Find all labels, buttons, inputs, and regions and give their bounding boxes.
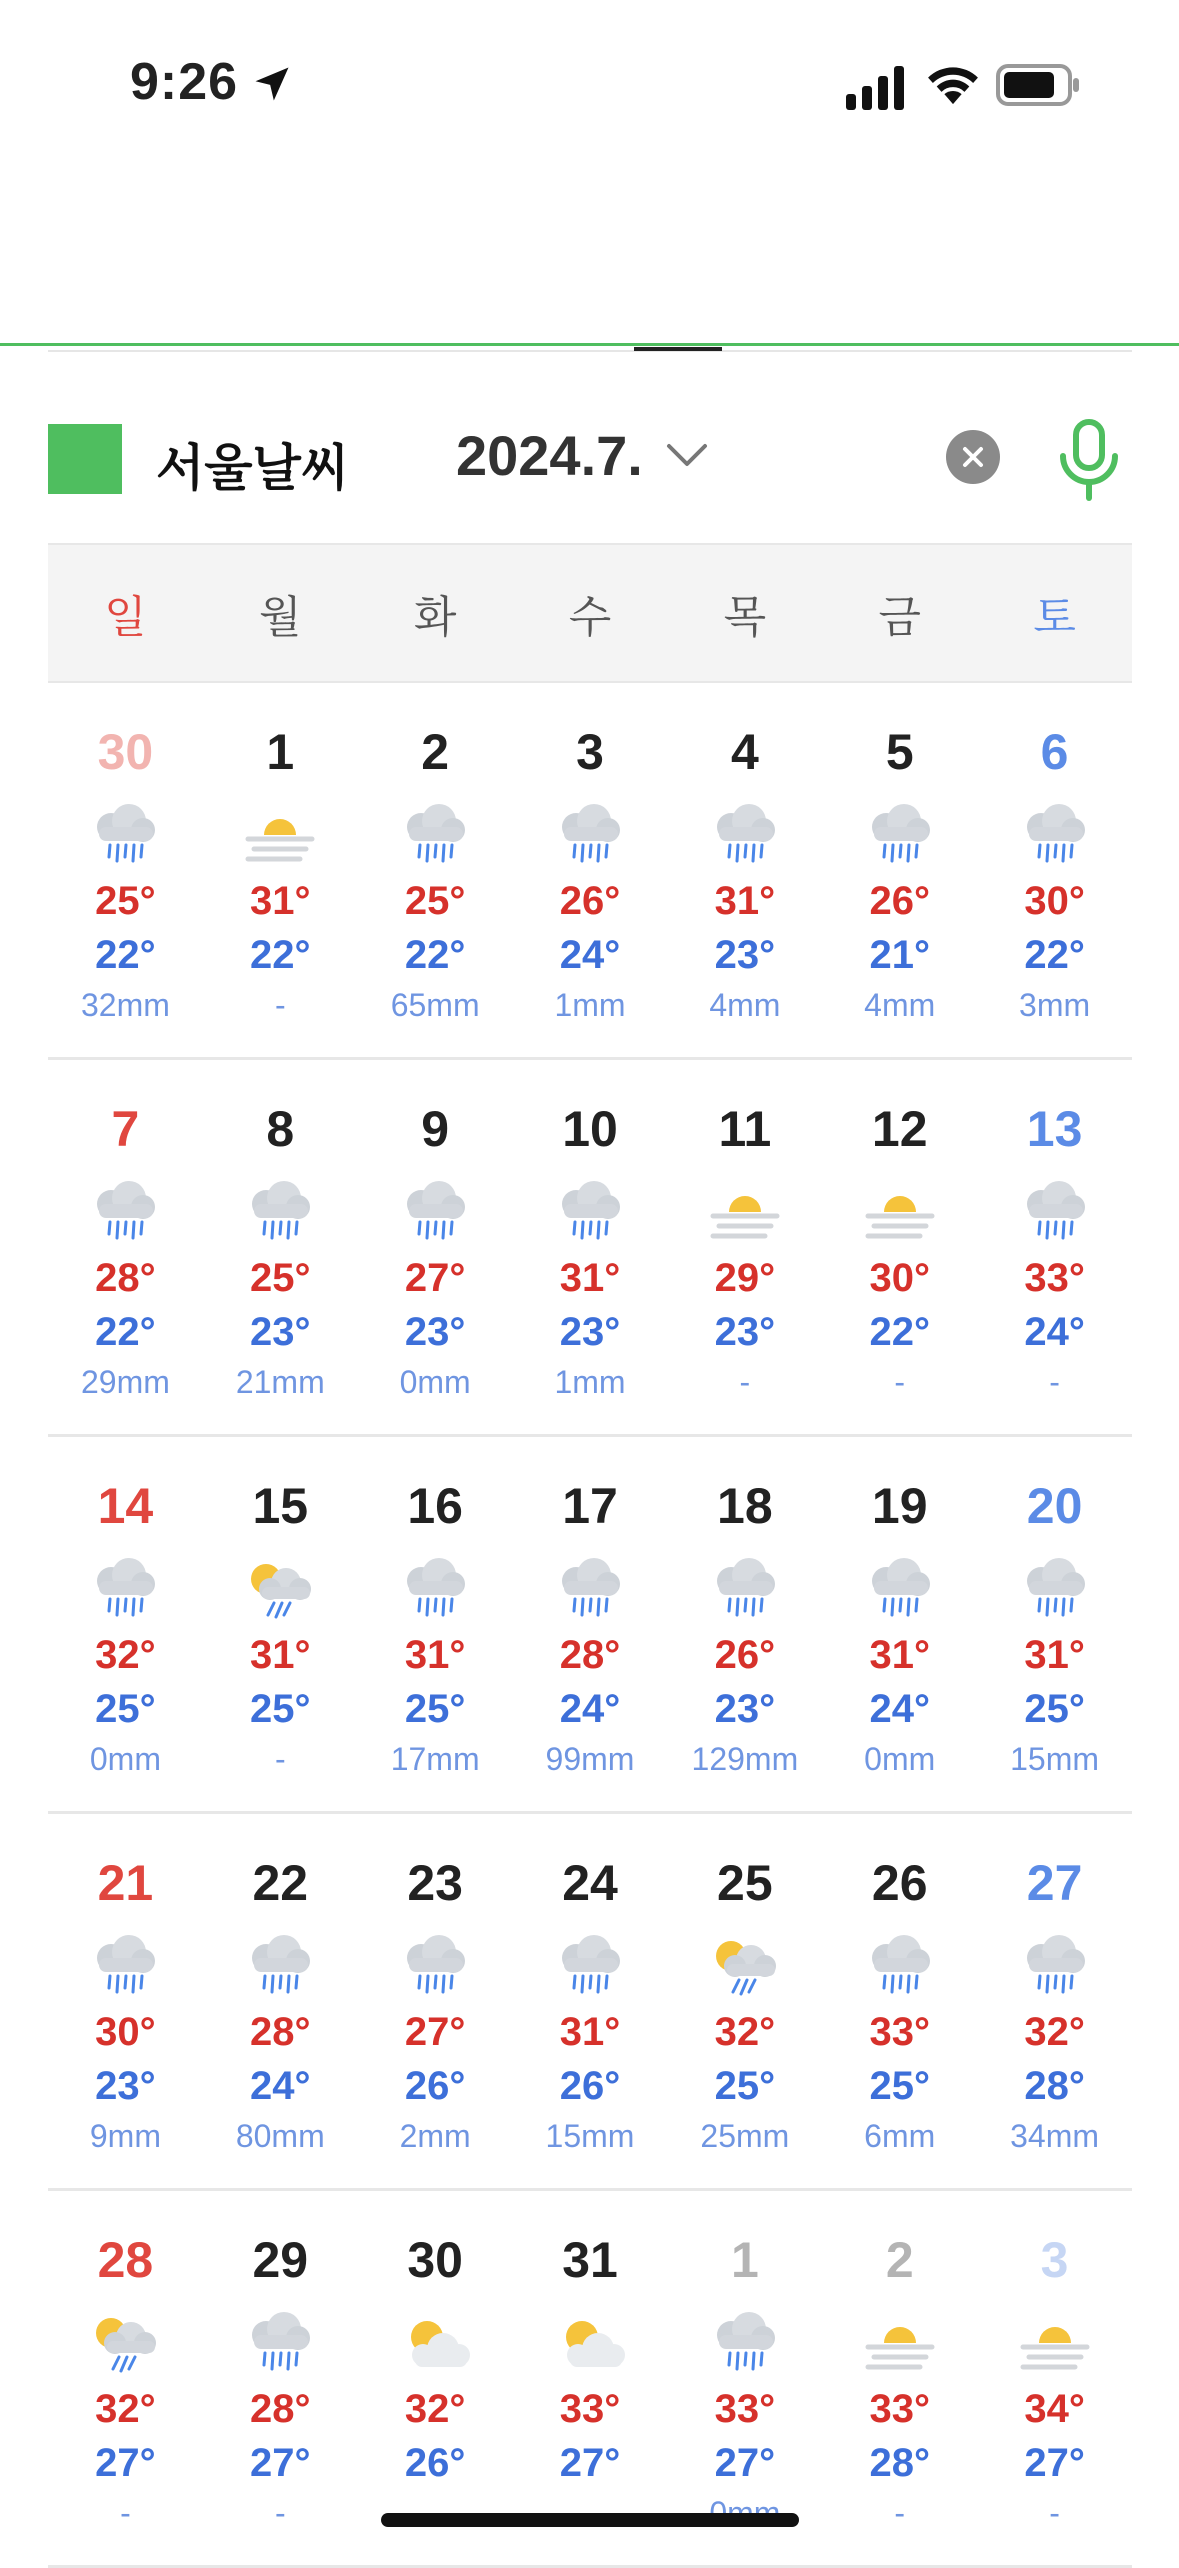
calendar-day-cell[interactable]	[358, 1060, 513, 1434]
day-number: 15	[252, 1478, 309, 1534]
low-temperature: 22°	[250, 933, 311, 977]
high-temperature: 28°	[95, 1256, 156, 1300]
calendar-day-cell[interactable]	[513, 683, 668, 1057]
precipitation: -	[1049, 1364, 1060, 1400]
low-temperature: 26°	[559, 2064, 621, 2108]
low-temperature: 24°	[869, 1687, 930, 1731]
rain-icon	[705, 1555, 785, 1627]
high-temperature: 33°	[869, 2010, 930, 2054]
calendar-day-cell[interactable]	[513, 1437, 668, 1811]
precipitation: 15mm	[545, 2118, 635, 2154]
day-number: 17	[562, 1478, 618, 1534]
precipitation: 21mm	[235, 1364, 325, 1400]
rain-icon	[550, 1178, 630, 1250]
weekday-friday: 금	[878, 593, 921, 642]
month-selector[interactable]	[456, 420, 709, 490]
low-temperature: 26°	[404, 2064, 466, 2108]
precipitation: 6mm	[864, 2118, 936, 2154]
close-icon	[946, 430, 1000, 484]
low-temperature: 23°	[714, 1687, 776, 1731]
precipitation: 1mm	[554, 987, 626, 1023]
high-temperature: 26°	[869, 879, 930, 923]
low-temperature: 22°	[95, 1310, 156, 1354]
calendar-day-cell[interactable]	[358, 1437, 513, 1811]
day-number: 24	[562, 1855, 618, 1911]
high-temperature: 32°	[95, 2387, 156, 2431]
low-temperature: 27°	[250, 2441, 311, 2485]
fog-sun-icon	[1015, 2309, 1095, 2381]
day-number: 16	[407, 1478, 463, 1534]
fog-sun-icon	[860, 1178, 940, 1250]
day-number: 14	[97, 1478, 154, 1534]
weekday-thursday: 목	[723, 593, 767, 642]
precipitation: -	[274, 2495, 286, 2531]
calendar-day-cell[interactable]	[358, 1814, 513, 2188]
rain-icon	[85, 1555, 165, 1627]
low-temperature: 25°	[250, 1687, 311, 1731]
low-temperature: 27°	[1024, 2441, 1085, 2485]
precipitation: -	[739, 1364, 751, 1400]
tab-divider	[48, 350, 1132, 352]
day-number: 10	[562, 1101, 618, 1157]
day-number: 9	[421, 1101, 450, 1157]
rain-icon	[860, 1555, 940, 1627]
low-temperature: 23°	[714, 933, 776, 977]
status-time: 9:26	[130, 53, 239, 111]
low-temperature: 22°	[869, 1310, 930, 1354]
high-temperature: 33°	[869, 2387, 930, 2431]
precipitation: 0mm	[89, 1741, 161, 1777]
rain-icon	[1015, 1932, 1095, 2004]
low-temperature: 23°	[250, 1310, 311, 1354]
wifi-icon	[924, 60, 982, 106]
day-number: 23	[407, 1855, 463, 1911]
weekday-tuesday: 화	[413, 593, 457, 642]
status-bar	[0, 0, 1179, 170]
precipitation: -	[274, 1741, 286, 1777]
precipitation: -	[120, 2495, 131, 2531]
precipitation: 9mm	[89, 2118, 161, 2154]
day-number: 8	[266, 1101, 295, 1157]
calendar-week-row	[48, 1060, 1132, 1437]
high-temperature: 33°	[559, 2387, 621, 2431]
day-number: 30	[97, 724, 154, 780]
low-temperature: 26°	[404, 2441, 466, 2485]
high-temperature: 31°	[250, 1633, 311, 1677]
calendar-week-row	[48, 683, 1132, 1060]
rain-icon	[395, 1178, 475, 1250]
weekday-header	[48, 543, 1132, 683]
calendar-week-row	[48, 1814, 1132, 2191]
precipitation: -	[894, 2495, 906, 2531]
rain-icon	[705, 801, 785, 873]
calendar-day-cell[interactable]	[667, 1060, 822, 1434]
high-temperature: 25°	[250, 1256, 311, 1300]
high-temperature: 28°	[559, 1633, 621, 1677]
low-temperature: 27°	[714, 2441, 776, 2485]
microphone-icon[interactable]	[1054, 418, 1124, 502]
high-temperature: 25°	[95, 879, 156, 923]
low-temperature: 24°	[1024, 1310, 1085, 1354]
chevron-down-icon	[665, 440, 709, 470]
day-number: 26	[871, 1855, 928, 1911]
high-temperature: 31°	[559, 2010, 621, 2054]
fog-sun-icon	[705, 1178, 785, 1250]
calendar-day-cell[interactable]	[977, 1437, 1132, 1811]
rain-icon	[395, 1932, 475, 2004]
rain-icon	[860, 1932, 940, 2004]
calendar-day-cell[interactable]	[48, 2191, 203, 2565]
calendar-week-row	[48, 2191, 1132, 2568]
calendar-week-row	[48, 1437, 1132, 1814]
location-arrow-icon	[250, 62, 294, 106]
calendar-day-cell[interactable]	[822, 683, 977, 1057]
low-temperature: 23°	[404, 1310, 466, 1354]
low-temperature: 28°	[869, 2441, 930, 2485]
naver-logo-icon[interactable]	[48, 424, 122, 494]
rain-icon	[240, 1178, 320, 1250]
day-number: 13	[1026, 1101, 1083, 1157]
high-temperature: 32°	[1024, 2010, 1085, 2054]
precipitation: 29mm	[80, 1364, 170, 1400]
day-number: 4	[730, 724, 759, 780]
sun-shower-icon	[85, 2309, 165, 2381]
low-temperature: 25°	[869, 2064, 930, 2108]
calendar-day-cell[interactable]	[513, 1060, 668, 1434]
rain-icon	[1015, 1555, 1095, 1627]
precipitation: 34mm	[1010, 2118, 1100, 2154]
high-temperature: 26°	[714, 1633, 776, 1677]
precipitation: 1mm	[554, 1364, 626, 1400]
day-number: 6	[1040, 724, 1069, 780]
precipitation: 0mm	[399, 1364, 471, 1400]
low-temperature: 24°	[559, 1687, 621, 1731]
day-number: 3	[1040, 2232, 1069, 2288]
day-number: 19	[871, 1478, 928, 1534]
rain-icon	[85, 1178, 165, 1250]
calendar-day-cell[interactable]	[203, 1060, 358, 1434]
low-temperature: 23°	[559, 1310, 621, 1354]
high-temperature: 30°	[869, 1256, 930, 1300]
day-number: 28	[97, 2232, 154, 2288]
high-temperature: 31°	[714, 879, 776, 923]
rain-icon	[1015, 801, 1095, 873]
calendar-day-cell[interactable]	[513, 1814, 668, 2188]
low-temperature: 25°	[404, 1687, 466, 1731]
precipitation: 99mm	[545, 1741, 635, 1777]
high-temperature: 29°	[714, 1256, 776, 1300]
low-temperature: 27°	[95, 2441, 156, 2485]
high-temperature: 33°	[714, 2387, 776, 2431]
day-number: 25	[717, 1855, 773, 1911]
high-temperature: 31°	[250, 879, 311, 923]
rain-icon	[550, 801, 630, 873]
low-temperature: 23°	[714, 1310, 776, 1354]
sun-shower-icon	[705, 1932, 785, 2004]
low-temperature: 28°	[1024, 2064, 1085, 2108]
day-number: 1	[266, 724, 295, 780]
calendar-day-cell[interactable]	[667, 683, 822, 1057]
low-temperature: 24°	[559, 933, 621, 977]
day-number: 3	[576, 724, 604, 780]
low-temperature: 22°	[404, 933, 466, 977]
day-number: 2	[421, 724, 450, 780]
low-temperature: 22°	[95, 933, 156, 977]
high-temperature: 28°	[250, 2010, 311, 2054]
search-input[interactable]: 서울날씨	[156, 440, 350, 496]
partly-cloudy-icon	[550, 2309, 630, 2381]
high-temperature: 25°	[404, 879, 466, 923]
day-number: 20	[1026, 1478, 1083, 1534]
day-number: 31	[562, 2232, 618, 2288]
high-temperature: 27°	[404, 2010, 466, 2054]
high-temperature: 33°	[1024, 1256, 1085, 1300]
calendar-day-cell[interactable]	[667, 1437, 822, 1811]
active-tab-indicator	[634, 347, 722, 351]
calendar-day-cell[interactable]	[977, 2191, 1132, 2565]
high-temperature: 32°	[404, 2387, 466, 2431]
high-temperature: 30°	[1024, 879, 1085, 923]
precipitation: -	[274, 987, 286, 1023]
calendar-day-cell[interactable]	[667, 1814, 822, 2188]
day-number: 11	[718, 1101, 772, 1157]
precipitation: -	[1049, 2495, 1060, 2531]
calendar-day-cell[interactable]	[822, 1814, 977, 2188]
precipitation: 2mm	[399, 2118, 471, 2154]
weekday-monday: 월	[259, 593, 302, 642]
rain-icon	[1015, 1178, 1095, 1250]
precipitation: 0mm	[864, 1741, 936, 1777]
day-number: 5	[885, 724, 914, 780]
weekday-saturday: 토	[1033, 593, 1076, 642]
day-number: 18	[717, 1478, 773, 1534]
calendar-day-cell[interactable]	[48, 683, 203, 1057]
battery-icon	[996, 64, 1080, 106]
precipitation: 32mm	[80, 987, 170, 1023]
high-temperature: 31°	[559, 1256, 621, 1300]
rain-icon	[550, 1932, 630, 2004]
rain-icon	[240, 2309, 320, 2381]
fog-sun-icon	[860, 2309, 940, 2381]
calendar-day-cell[interactable]	[513, 2191, 668, 2565]
high-temperature: 26°	[559, 879, 621, 923]
calendar-day-cell[interactable]	[203, 1437, 358, 1811]
weekday-sunday: 일	[104, 593, 147, 642]
cellular-signal-icon	[846, 66, 906, 110]
high-temperature: 31°	[869, 1633, 930, 1677]
calendar-day-cell[interactable]	[203, 1814, 358, 2188]
weekday-wednesday: 수	[568, 593, 612, 642]
high-temperature: 27°	[404, 1256, 466, 1300]
precipitation: 80mm	[235, 2118, 325, 2154]
calendar-day-cell[interactable]	[48, 1814, 203, 2188]
rain-icon	[85, 1932, 165, 2004]
day-number: 1	[730, 2232, 759, 2288]
day-number: 22	[252, 1855, 309, 1911]
day-number: 27	[1026, 1855, 1083, 1911]
high-temperature: 32°	[95, 1633, 156, 1677]
precipitation: 17mm	[390, 1741, 480, 1777]
day-number: 2	[885, 2232, 914, 2288]
calendar-day-cell[interactable]	[822, 1060, 977, 1434]
precipitation: 15mm	[1010, 1741, 1100, 1777]
low-temperature: 21°	[869, 933, 930, 977]
low-temperature: 25°	[1024, 1687, 1085, 1731]
fog-sun-icon	[240, 801, 320, 873]
day-number: 29	[252, 2232, 309, 2288]
high-temperature: 30°	[95, 2010, 156, 2054]
clear-search-button[interactable]	[946, 430, 1000, 484]
calendar-day-cell[interactable]	[358, 683, 513, 1057]
low-temperature: 24°	[250, 2064, 311, 2108]
calendar-day-cell[interactable]	[48, 1060, 203, 1434]
low-temperature: 25°	[714, 2064, 776, 2108]
high-temperature: 28°	[250, 2387, 311, 2431]
calendar-day-cell[interactable]	[203, 683, 358, 1057]
low-temperature: 27°	[559, 2441, 621, 2485]
month-label: 2024.7.	[456, 423, 643, 487]
rain-icon	[85, 801, 165, 873]
precipitation: 4mm	[864, 987, 936, 1023]
rain-icon	[395, 801, 475, 873]
calendar-day-cell[interactable]	[977, 1814, 1132, 2188]
precipitation: 4mm	[709, 987, 781, 1023]
day-number: 7	[111, 1101, 140, 1157]
calendar-day-cell[interactable]	[822, 1437, 977, 1811]
precipitation: 25mm	[700, 2118, 790, 2154]
day-number: 30	[407, 2232, 463, 2288]
calendar-day-cell[interactable]	[977, 1060, 1132, 1434]
calendar-day-cell[interactable]	[48, 1437, 203, 1811]
weather-calendar	[48, 543, 1132, 2568]
day-number: 12	[871, 1101, 928, 1157]
low-temperature: 25°	[95, 1687, 156, 1731]
calendar-day-cell[interactable]	[358, 2191, 513, 2565]
calendar-day-cell[interactable]	[977, 683, 1132, 1057]
rain-icon	[550, 1555, 630, 1627]
precipitation: 129mm	[691, 1741, 799, 1777]
precipitation: 65mm	[390, 987, 480, 1023]
calendar-day-cell[interactable]	[822, 2191, 977, 2565]
rain-icon	[240, 1932, 320, 2004]
partly-cloudy-icon	[395, 2309, 475, 2381]
high-temperature: 31°	[404, 1633, 466, 1677]
low-temperature: 22°	[1024, 933, 1085, 977]
high-temperature: 32°	[714, 2010, 776, 2054]
rain-icon	[860, 801, 940, 873]
precipitation: -	[894, 1364, 906, 1400]
calendar-day-cell[interactable]	[203, 2191, 358, 2565]
calendar-day-cell[interactable]	[667, 2191, 822, 2565]
low-temperature: 23°	[95, 2064, 156, 2108]
high-temperature: 34°	[1024, 2387, 1085, 2431]
sun-shower-icon	[240, 1555, 320, 1627]
day-number: 21	[97, 1855, 154, 1911]
high-temperature: 31°	[1024, 1633, 1085, 1677]
home-indicator	[381, 2513, 799, 2527]
rain-icon	[395, 1555, 475, 1627]
rain-icon	[705, 2309, 785, 2381]
precipitation: 3mm	[1019, 987, 1091, 1023]
